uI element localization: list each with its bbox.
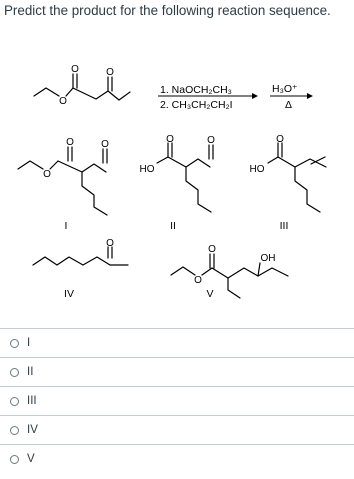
radio-button-I[interactable] xyxy=(10,339,19,348)
compound-I-carbonyl-oxygen-1: O xyxy=(66,137,74,148)
compound-I-structure xyxy=(18,137,109,215)
compound-label-II: II xyxy=(170,220,176,232)
compound-III-carbonyl-oxygen: O xyxy=(276,134,284,145)
option-IV[interactable] xyxy=(0,415,354,444)
compound-V-carbonyl-oxygen: O xyxy=(208,244,216,255)
compound-III-structure xyxy=(250,134,327,212)
reagent-step3: H₃O⁺ xyxy=(272,83,298,95)
reaction-scheme xyxy=(0,40,354,315)
ester-oxygen-label: O xyxy=(59,96,67,107)
radio-button-IV[interactable] xyxy=(10,426,19,435)
compound-V-hydroxyl: OH xyxy=(260,253,276,264)
option-III[interactable] xyxy=(0,386,354,415)
question-text: Predict the product for the following reaction sequence. xyxy=(4,3,331,18)
compound-II-hydroxyl: HO xyxy=(139,164,155,175)
option-label-IV: IV xyxy=(27,424,38,436)
compound-II-structure xyxy=(140,134,216,212)
compound-V-oxygen: O xyxy=(194,275,202,286)
compound-IV-structure xyxy=(33,238,128,265)
radio-button-II[interactable] xyxy=(10,368,19,377)
ester-carbonyl-oxygen-label: O xyxy=(71,64,79,75)
compound-label-V: V xyxy=(206,288,214,300)
option-V[interactable] xyxy=(0,444,354,473)
compound-I-oxygen: O xyxy=(43,169,51,180)
compound-II-carbonyl-oxygen-2: O xyxy=(207,135,215,146)
compound-II-carbonyl-oxygen-1: O xyxy=(166,134,174,145)
answer-options xyxy=(0,328,354,473)
option-label-II: II xyxy=(27,366,34,378)
compound-label-I: I xyxy=(64,220,68,232)
compound-I-carbonyl-oxygen-2: O xyxy=(101,139,109,150)
option-label-V: V xyxy=(27,453,35,465)
compound-III-hydroxyl: HO xyxy=(249,164,265,175)
compound-label-IV: IV xyxy=(64,288,74,300)
option-I[interactable] xyxy=(0,328,354,357)
option-label-I: I xyxy=(27,337,31,349)
radio-button-V[interactable] xyxy=(10,455,19,464)
compound-IV-carbonyl-oxygen: O xyxy=(106,238,114,249)
starting-material-structure xyxy=(34,64,130,107)
compound-V-structure xyxy=(171,244,288,298)
option-label-III: III xyxy=(27,395,37,407)
compound-label-III: III xyxy=(279,220,289,232)
reaction-arrow-1-head xyxy=(252,93,258,99)
reaction-arrow-2-head xyxy=(307,93,313,99)
option-II[interactable] xyxy=(0,357,354,386)
reagent-step2: 2. CH₃CH₂CH₂I xyxy=(160,99,233,111)
ketone-oxygen-label: O xyxy=(106,67,114,78)
reagent-step1: 1. NaOCH₂CH₃ xyxy=(160,84,232,96)
radio-button-III[interactable] xyxy=(10,397,19,406)
heat-condition: Δ xyxy=(285,99,293,111)
